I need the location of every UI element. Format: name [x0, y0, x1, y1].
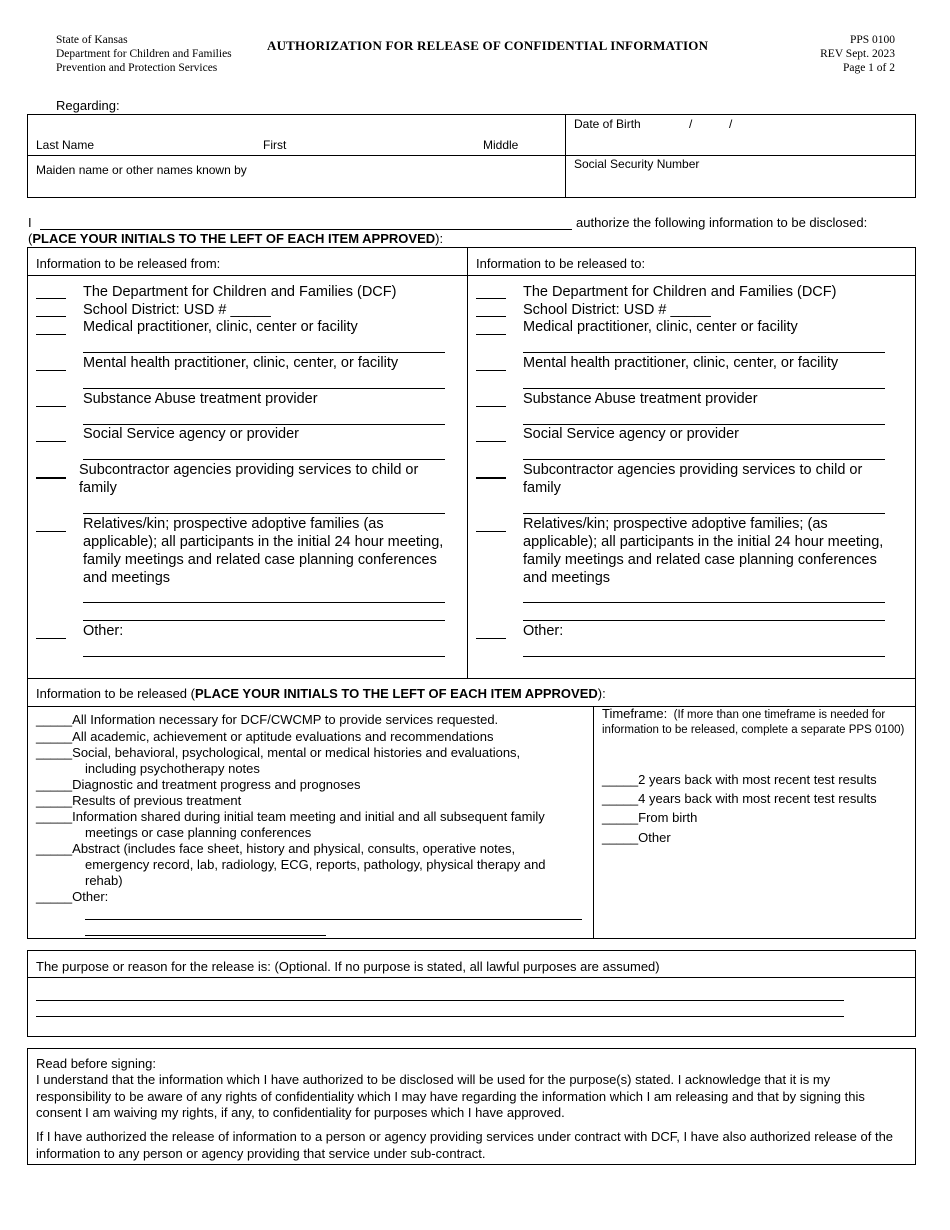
- first-name-field[interactable]: First: [263, 138, 287, 152]
- release-from-item: The Department for Children and Families (DCF): [83, 284, 397, 300]
- release-to-item: Subcontractor agencies providing services to child or family: [523, 462, 863, 496]
- write-in-line[interactable]: [523, 388, 885, 389]
- initials-blank[interactable]: [476, 638, 506, 639]
- release-from-item: Social Service agency or provider: [83, 426, 299, 442]
- info-released-divider: [593, 707, 594, 938]
- info-item[interactable]: _____Diagnostic and treatment progress and prognoses: [36, 777, 361, 792]
- dob-separator: /: [689, 117, 693, 131]
- timeframe-option[interactable]: _____4 years back with most recent test results: [602, 791, 877, 806]
- info-item[interactable]: _____Abstract (includes face sheet, history and physical, consults, operative notes,: [36, 841, 516, 856]
- initials-instruction: (PLACE YOUR INITIALS TO THE LEFT OF EACH ITEM APPROVED):: [28, 231, 444, 246]
- form-revision: REV Sept. 2023: [820, 48, 895, 60]
- write-in-line[interactable]: [85, 919, 582, 920]
- notice-paragraph: I understand that the information which I have authorized to be disclosed will be used for the purpose(s) stated. I acknowledge that it is my responsibility to be aware of any rights of confidentiality which I may have regarding the information which I am releasing and that by signing this consent I am waiving my rights, if any, to confidentiality for purposes which I have approved.: [36, 1072, 865, 1120]
- authorize-suffix: authorize the following information to be disclosed:: [576, 215, 868, 230]
- initials-blank[interactable]: [476, 441, 506, 442]
- write-in-line[interactable]: [83, 620, 445, 621]
- regarding-box: [27, 114, 916, 198]
- regarding-label: Regarding:: [56, 98, 120, 113]
- info-item-continued: including psychotherapy notes: [85, 761, 260, 776]
- authorizer-name-line[interactable]: [40, 229, 572, 230]
- initials-blank[interactable]: [36, 531, 66, 532]
- initials-blank[interactable]: [476, 406, 506, 407]
- authorize-prefix: I: [28, 215, 32, 230]
- release-from-item: Mental health practitioner, clinic, center, or facility: [83, 355, 399, 371]
- write-in-line[interactable]: [83, 602, 445, 603]
- write-in-line[interactable]: [523, 656, 885, 657]
- write-in-line[interactable]: [523, 352, 885, 353]
- release-parties-header-line: [28, 275, 915, 276]
- form-id-block: [820, 33, 895, 75]
- write-in-line[interactable]: [523, 513, 885, 514]
- ssn-field[interactable]: Social Security Number: [574, 157, 700, 171]
- release-from-item: Substance Abuse treatment provider: [83, 391, 318, 407]
- release-from-item: Other:: [83, 623, 124, 639]
- initials-blank[interactable]: [36, 316, 66, 317]
- release-parties-divider: [467, 248, 468, 678]
- release-from-item: Subcontractor agencies providing services to child or family: [79, 462, 419, 496]
- info-item[interactable]: _____All academic, achievement or aptitude evaluations and recommendations: [36, 729, 494, 744]
- initials-blank[interactable]: [36, 477, 66, 479]
- info-released-header: Information to be released (PLACE YOUR INITIALS TO THE LEFT OF EACH ITEM APPROVED):: [36, 686, 606, 701]
- info-item-continued: rehab): [85, 873, 123, 888]
- write-in-line[interactable]: [523, 459, 885, 460]
- initials-blank[interactable]: [476, 316, 506, 317]
- timeframe-option[interactable]: _____From birth: [602, 810, 698, 825]
- purpose-write-line[interactable]: [36, 1016, 844, 1017]
- initials-blank[interactable]: [476, 334, 506, 335]
- info-item[interactable]: _____Results of previous treatment: [36, 793, 242, 808]
- write-in-line[interactable]: [83, 352, 445, 353]
- write-in-line[interactable]: [83, 388, 445, 389]
- initials-blank[interactable]: [476, 370, 506, 371]
- purpose-write-line[interactable]: [36, 1000, 844, 1001]
- initials-blank[interactable]: [36, 370, 66, 371]
- initials-blank[interactable]: [476, 531, 506, 532]
- initials-blank[interactable]: [36, 298, 66, 299]
- agency-block: [56, 33, 232, 75]
- release-to-item: Medical practitioner, clinic, center or facility: [523, 319, 798, 335]
- form-title: AUTHORIZATION FOR RELEASE OF CONFIDENTIAL INFORMATION: [267, 38, 709, 53]
- purpose-header-line: [28, 977, 915, 978]
- agency-division: Prevention and Protection Services: [56, 62, 218, 74]
- initials-blank[interactable]: [36, 334, 66, 335]
- release-from-item: Relatives/kin; prospective adoptive families (as applicable); all participants in the initial 24 hour meeting, family meetings and related case planning conferences and meetings: [83, 516, 444, 586]
- release-to-header: Information to be released to:: [476, 256, 646, 271]
- release-from-item: Medical practitioner, clinic, center or facility: [83, 319, 358, 335]
- info-item[interactable]: _____Social, behavioral, psychological, mental or medical histories and evaluations,: [36, 745, 521, 760]
- purpose-label: The purpose or reason for the release is: (Optional. If no purpose is stated, all lawful purposes are assumed): [36, 959, 660, 974]
- timeframe-option[interactable]: _____2 years back with most recent test results: [602, 772, 877, 787]
- release-from-header: Information to be released from:: [36, 256, 221, 271]
- write-in-line[interactable]: [83, 656, 445, 657]
- agency-department: Department for Children and Families: [56, 48, 232, 60]
- write-in-line[interactable]: [85, 935, 326, 936]
- initials-blank[interactable]: [36, 638, 66, 639]
- dob-separator: /: [729, 117, 733, 131]
- regarding-row-divider: [28, 155, 915, 156]
- initials-blank[interactable]: [36, 441, 66, 442]
- info-item[interactable]: _____All Information necessary for DCF/CWCMP to provide services requested.: [36, 712, 499, 727]
- initials-blank[interactable]: [36, 406, 66, 407]
- release-from-item: School District: USD # _____: [83, 302, 271, 318]
- agency-state: State of Kansas: [56, 34, 128, 46]
- info-item-continued: emergency record, lab, radiology, ECG, reports, pathology, physical therapy and: [85, 857, 546, 872]
- regarding-divider: [565, 115, 566, 197]
- release-to-item: Other:: [523, 623, 564, 639]
- last-name-field[interactable]: Last Name: [36, 138, 95, 152]
- write-in-line[interactable]: [523, 602, 885, 603]
- notice-paragraph: If I have authorized the release of information to a person or agency providing services under contract with DCF, I have also authorized release of the information to any person or agency providing that service under sub-contract.: [36, 1129, 894, 1161]
- write-in-line[interactable]: [523, 620, 885, 621]
- info-item[interactable]: _____Other:: [36, 889, 109, 904]
- release-to-item: Mental health practitioner, clinic, center, or facility: [523, 355, 839, 371]
- write-in-line[interactable]: [83, 459, 445, 460]
- release-to-item: Social Service agency or provider: [523, 426, 739, 442]
- timeframe-heading: Timeframe: (If more than one timeframe is needed for information to be released, complete a separate PPS 0100): [602, 706, 905, 736]
- timeframe-option[interactable]: _____Other: [602, 830, 671, 845]
- page-number: Page 1 of 2: [842, 62, 895, 74]
- notice-heading: Read before signing:: [36, 1056, 156, 1071]
- middle-name-field[interactable]: Middle: [483, 138, 519, 152]
- write-in-line[interactable]: [83, 513, 445, 514]
- info-item-continued: meetings or case planning conferences: [85, 825, 312, 840]
- release-to-item: The Department for Children and Families (DCF): [523, 284, 837, 300]
- release-to-item: Substance Abuse treatment provider: [523, 391, 758, 407]
- dob-field[interactable]: Date of Birth: [574, 117, 641, 131]
- info-item[interactable]: _____Information shared during initial team meeting and initial and all subsequent family: [36, 809, 545, 824]
- release-to-item: Relatives/kin; prospective adoptive families; (as applicable); all participants in the initial 24 hour meeting, family meetings and related case planning conferences and meetings: [523, 516, 884, 586]
- release-to-item: School District: USD # _____: [523, 302, 711, 318]
- maiden-name-field[interactable]: Maiden name or other names known by: [36, 163, 247, 177]
- initials-blank[interactable]: [476, 298, 506, 299]
- initials-blank[interactable]: [476, 477, 506, 479]
- form-number: PPS 0100: [849, 34, 895, 46]
